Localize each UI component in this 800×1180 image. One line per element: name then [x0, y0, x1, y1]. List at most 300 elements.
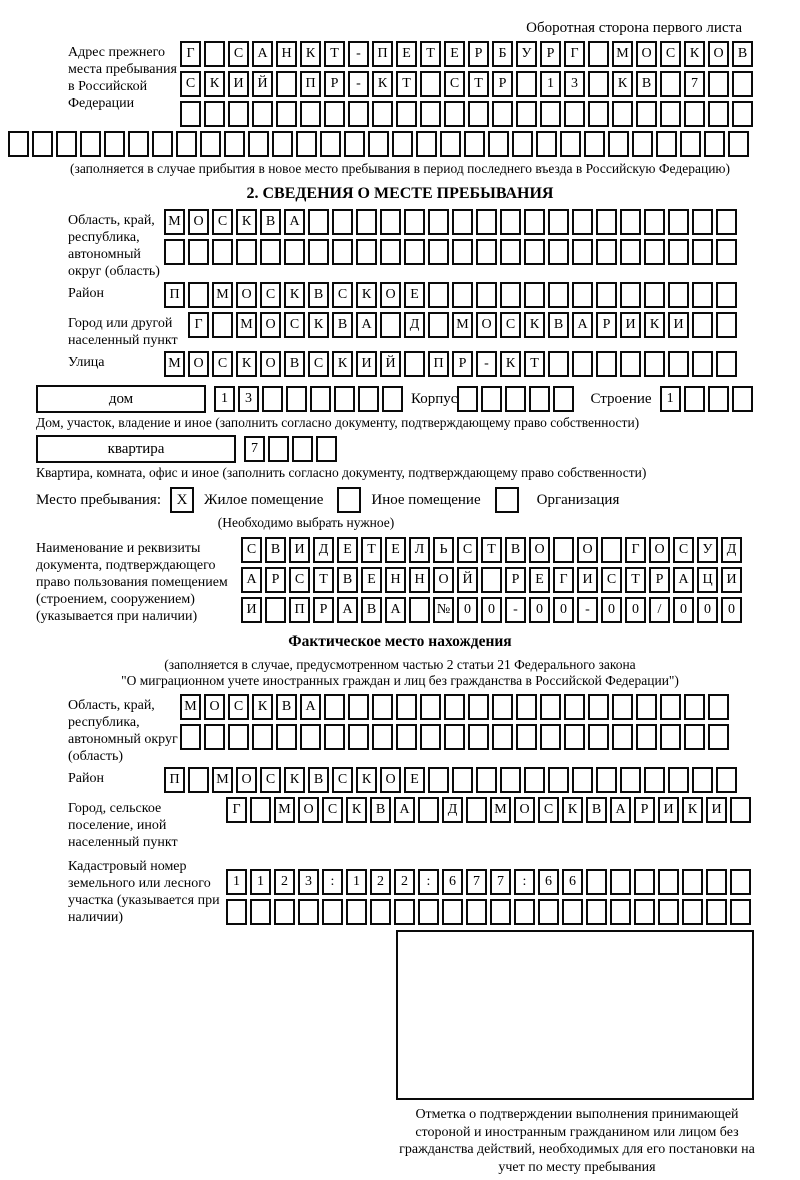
char-cell[interactable]: Т	[625, 567, 646, 593]
char-cell[interactable]	[228, 101, 249, 127]
char-cell[interactable]: 0	[457, 597, 478, 623]
char-cell[interactable]: О	[236, 767, 257, 793]
char-cell[interactable]	[632, 131, 653, 157]
char-cell[interactable]: 1	[250, 869, 271, 895]
char-cell[interactable]	[644, 239, 665, 265]
char-cell[interactable]: 0	[481, 597, 502, 623]
char-cell[interactable]	[682, 899, 703, 925]
char-cell[interactable]: 7	[244, 436, 265, 462]
char-cell[interactable]	[356, 209, 377, 235]
char-cell[interactable]	[540, 724, 561, 750]
char-cell[interactable]	[492, 694, 513, 720]
char-cell[interactable]	[252, 724, 273, 750]
char-cell[interactable]	[468, 694, 489, 720]
char-cell[interactable]: -	[476, 351, 497, 377]
char-cell[interactable]	[564, 694, 585, 720]
char-cell[interactable]	[732, 101, 753, 127]
char-cell[interactable]	[586, 869, 607, 895]
char-cell[interactable]	[572, 351, 593, 377]
char-cell[interactable]: С	[260, 767, 281, 793]
char-cell[interactable]: П	[289, 597, 310, 623]
char-cell[interactable]	[468, 724, 489, 750]
char-cell[interactable]	[265, 597, 286, 623]
char-cell[interactable]	[620, 209, 641, 235]
char-cell[interactable]: -	[348, 41, 369, 67]
checkbox-residential-premises[interactable]: X	[170, 487, 194, 513]
char-cell[interactable]: У	[697, 537, 718, 563]
char-cell[interactable]: 3	[238, 386, 259, 412]
char-cell[interactable]: К	[524, 312, 545, 338]
char-cell[interactable]	[588, 41, 609, 67]
char-cell[interactable]: 0	[625, 597, 646, 623]
char-cell[interactable]: М	[274, 797, 295, 823]
char-cell[interactable]	[730, 899, 751, 925]
char-cell[interactable]: В	[265, 537, 286, 563]
char-cell[interactable]: С	[457, 537, 478, 563]
char-cell[interactable]	[540, 101, 561, 127]
char-cell[interactable]	[584, 131, 605, 157]
char-cell[interactable]	[180, 724, 201, 750]
char-cell[interactable]: К	[300, 41, 321, 67]
char-cell[interactable]: К	[252, 694, 273, 720]
char-cell[interactable]: О	[188, 351, 209, 377]
char-cell[interactable]	[540, 694, 561, 720]
char-cell[interactable]	[292, 436, 313, 462]
char-cell[interactable]	[310, 386, 331, 412]
char-cell[interactable]	[656, 131, 677, 157]
char-cell[interactable]	[706, 899, 727, 925]
char-cell[interactable]: А	[394, 797, 415, 823]
char-cell[interactable]: Д	[313, 537, 334, 563]
char-cell[interactable]	[524, 209, 545, 235]
char-cell[interactable]	[636, 724, 657, 750]
char-cell[interactable]	[348, 724, 369, 750]
char-cell[interactable]	[660, 71, 681, 97]
char-cell[interactable]	[276, 71, 297, 97]
char-cell[interactable]	[500, 282, 521, 308]
char-cell[interactable]: 6	[538, 869, 559, 895]
char-cell[interactable]: 0	[697, 597, 718, 623]
char-cell[interactable]	[212, 312, 233, 338]
char-cell[interactable]	[466, 797, 487, 823]
char-cell[interactable]	[300, 101, 321, 127]
char-cell[interactable]: Т	[396, 71, 417, 97]
char-cell[interactable]: 0	[673, 597, 694, 623]
char-cell[interactable]	[320, 131, 341, 157]
char-cell[interactable]: К	[500, 351, 521, 377]
char-cell[interactable]: О	[476, 312, 497, 338]
char-cell[interactable]	[468, 101, 489, 127]
char-cell[interactable]: О	[204, 694, 225, 720]
char-cell[interactable]: Т	[324, 41, 345, 67]
char-cell[interactable]	[418, 899, 439, 925]
char-cell[interactable]	[684, 694, 705, 720]
char-cell[interactable]	[644, 351, 665, 377]
char-cell[interactable]	[660, 101, 681, 127]
char-cell[interactable]	[680, 131, 701, 157]
char-cell[interactable]: Л	[409, 537, 430, 563]
char-cell[interactable]	[596, 351, 617, 377]
char-cell[interactable]: :	[322, 869, 343, 895]
char-cell[interactable]	[420, 694, 441, 720]
char-cell[interactable]	[262, 386, 283, 412]
char-cell[interactable]: Г	[625, 537, 646, 563]
char-cell[interactable]	[274, 899, 295, 925]
char-cell[interactable]	[564, 101, 585, 127]
char-cell[interactable]	[404, 239, 425, 265]
char-cell[interactable]	[188, 239, 209, 265]
char-cell[interactable]	[732, 71, 753, 97]
char-cell[interactable]	[346, 899, 367, 925]
char-cell[interactable]	[252, 101, 273, 127]
char-cell[interactable]: В	[586, 797, 607, 823]
char-cell[interactable]: С	[284, 312, 305, 338]
char-cell[interactable]: Р	[505, 567, 526, 593]
char-cell[interactable]	[612, 694, 633, 720]
char-cell[interactable]: К	[284, 767, 305, 793]
char-cell[interactable]: Р	[468, 41, 489, 67]
char-cell[interactable]	[500, 209, 521, 235]
char-cell[interactable]	[466, 899, 487, 925]
char-cell[interactable]: Ь	[433, 537, 454, 563]
char-cell[interactable]	[516, 694, 537, 720]
char-cell[interactable]	[404, 209, 425, 235]
char-cell[interactable]: О	[708, 41, 729, 67]
char-cell[interactable]: А	[385, 597, 406, 623]
char-cell[interactable]: О	[649, 537, 670, 563]
char-cell[interactable]: М	[490, 797, 511, 823]
char-cell[interactable]	[660, 724, 681, 750]
char-cell[interactable]: 1	[540, 71, 561, 97]
char-cell[interactable]: Г	[188, 312, 209, 338]
char-cell[interactable]	[564, 724, 585, 750]
char-cell[interactable]	[188, 282, 209, 308]
char-cell[interactable]: :	[418, 869, 439, 895]
char-cell[interactable]	[634, 899, 655, 925]
char-cell[interactable]	[505, 386, 526, 412]
char-cell[interactable]: Т	[420, 41, 441, 67]
char-cell[interactable]: С	[260, 282, 281, 308]
char-cell[interactable]: М	[236, 312, 257, 338]
char-cell[interactable]: К	[332, 351, 353, 377]
char-cell[interactable]	[296, 131, 317, 157]
char-cell[interactable]	[428, 282, 449, 308]
char-cell[interactable]	[644, 767, 665, 793]
char-cell[interactable]	[372, 694, 393, 720]
char-cell[interactable]	[457, 386, 478, 412]
char-cell[interactable]: С	[212, 351, 233, 377]
char-cell[interactable]: А	[673, 567, 694, 593]
char-cell[interactable]: Т	[481, 537, 502, 563]
char-cell[interactable]: А	[284, 209, 305, 235]
char-cell[interactable]	[512, 131, 533, 157]
char-cell[interactable]: В	[260, 209, 281, 235]
char-cell[interactable]	[356, 239, 377, 265]
char-cell[interactable]	[32, 131, 53, 157]
char-cell[interactable]	[500, 767, 521, 793]
char-cell[interactable]	[692, 351, 713, 377]
char-cell[interactable]: №	[433, 597, 454, 623]
char-cell[interactable]: /	[649, 597, 670, 623]
char-cell[interactable]: 0	[529, 597, 550, 623]
char-cell[interactable]: К	[356, 282, 377, 308]
char-cell[interactable]: Д	[721, 537, 742, 563]
char-cell[interactable]: В	[332, 312, 353, 338]
char-cell[interactable]	[324, 101, 345, 127]
char-cell[interactable]	[372, 101, 393, 127]
char-cell[interactable]: Е	[444, 41, 465, 67]
char-cell[interactable]	[572, 282, 593, 308]
char-cell[interactable]	[716, 351, 737, 377]
char-cell[interactable]	[620, 282, 641, 308]
char-cell[interactable]	[596, 239, 617, 265]
char-cell[interactable]	[452, 282, 473, 308]
char-cell[interactable]: И	[577, 567, 598, 593]
char-cell[interactable]	[176, 131, 197, 157]
char-cell[interactable]	[444, 101, 465, 127]
char-cell[interactable]	[444, 694, 465, 720]
char-cell[interactable]: Т	[468, 71, 489, 97]
char-cell[interactable]: Е	[385, 537, 406, 563]
char-cell[interactable]	[708, 386, 729, 412]
char-cell[interactable]	[428, 312, 449, 338]
char-cell[interactable]: Д	[404, 312, 425, 338]
char-cell[interactable]	[8, 131, 29, 157]
char-cell[interactable]	[716, 767, 737, 793]
char-cell[interactable]	[332, 209, 353, 235]
char-cell[interactable]	[524, 282, 545, 308]
char-cell[interactable]	[276, 101, 297, 127]
char-cell[interactable]: 1	[226, 869, 247, 895]
char-cell[interactable]: В	[361, 597, 382, 623]
char-cell[interactable]: О	[514, 797, 535, 823]
char-cell[interactable]: М	[180, 694, 201, 720]
char-cell[interactable]: 6	[442, 869, 463, 895]
char-cell[interactable]: А	[300, 694, 321, 720]
char-cell[interactable]: О	[188, 209, 209, 235]
char-cell[interactable]	[553, 386, 574, 412]
char-cell[interactable]	[394, 899, 415, 925]
char-cell[interactable]: А	[337, 597, 358, 623]
char-cell[interactable]	[636, 101, 657, 127]
char-cell[interactable]: С	[289, 567, 310, 593]
char-cell[interactable]: В	[636, 71, 657, 97]
char-cell[interactable]	[80, 131, 101, 157]
char-cell[interactable]: Й	[252, 71, 273, 97]
char-cell[interactable]	[704, 131, 725, 157]
char-cell[interactable]: К	[612, 71, 633, 97]
char-cell[interactable]	[428, 767, 449, 793]
char-cell[interactable]: К	[284, 282, 305, 308]
char-cell[interactable]	[692, 239, 713, 265]
char-cell[interactable]: Р	[313, 597, 334, 623]
char-cell[interactable]: П	[428, 351, 449, 377]
char-cell[interactable]: М	[212, 767, 233, 793]
char-cell[interactable]: В	[276, 694, 297, 720]
char-cell[interactable]	[268, 436, 289, 462]
char-cell[interactable]: В	[308, 282, 329, 308]
char-cell[interactable]	[476, 239, 497, 265]
char-cell[interactable]	[298, 899, 319, 925]
char-cell[interactable]	[658, 869, 679, 895]
char-cell[interactable]: О	[636, 41, 657, 67]
char-cell[interactable]	[300, 724, 321, 750]
char-cell[interactable]	[644, 282, 665, 308]
char-cell[interactable]	[428, 239, 449, 265]
char-cell[interactable]: Р	[452, 351, 473, 377]
char-cell[interactable]	[476, 209, 497, 235]
char-cell[interactable]: У	[516, 41, 537, 67]
char-cell[interactable]	[730, 869, 751, 895]
char-cell[interactable]: К	[204, 71, 225, 97]
char-cell[interactable]	[529, 386, 550, 412]
char-cell[interactable]	[204, 41, 225, 67]
char-cell[interactable]: И	[620, 312, 641, 338]
char-cell[interactable]: К	[684, 41, 705, 67]
char-cell[interactable]: К	[356, 767, 377, 793]
char-cell[interactable]	[56, 131, 77, 157]
char-cell[interactable]	[708, 71, 729, 97]
char-cell[interactable]	[272, 131, 293, 157]
char-cell[interactable]: Й	[457, 567, 478, 593]
char-cell[interactable]: В	[284, 351, 305, 377]
char-cell[interactable]	[620, 767, 641, 793]
char-cell[interactable]	[416, 131, 437, 157]
char-cell[interactable]: Е	[529, 567, 550, 593]
char-cell[interactable]	[420, 71, 441, 97]
char-cell[interactable]	[476, 282, 497, 308]
char-cell[interactable]	[452, 767, 473, 793]
char-cell[interactable]	[608, 131, 629, 157]
char-cell[interactable]	[728, 131, 749, 157]
char-cell[interactable]	[276, 724, 297, 750]
char-cell[interactable]	[452, 239, 473, 265]
char-cell[interactable]	[548, 209, 569, 235]
char-cell[interactable]	[418, 797, 439, 823]
char-cell[interactable]	[516, 71, 537, 97]
char-cell[interactable]	[420, 724, 441, 750]
char-cell[interactable]: С	[332, 282, 353, 308]
char-cell[interactable]: Е	[404, 282, 425, 308]
char-cell[interactable]	[250, 797, 271, 823]
char-cell[interactable]: С	[228, 694, 249, 720]
char-cell[interactable]: М	[452, 312, 473, 338]
char-cell[interactable]: С	[308, 351, 329, 377]
char-cell[interactable]: С	[601, 567, 622, 593]
char-cell[interactable]: В	[308, 767, 329, 793]
char-cell[interactable]: 7	[466, 869, 487, 895]
char-cell[interactable]	[586, 899, 607, 925]
char-cell[interactable]	[284, 239, 305, 265]
char-cell[interactable]	[396, 101, 417, 127]
char-cell[interactable]	[708, 724, 729, 750]
char-cell[interactable]	[716, 282, 737, 308]
char-cell[interactable]: С	[444, 71, 465, 97]
char-cell[interactable]	[188, 767, 209, 793]
char-cell[interactable]	[308, 209, 329, 235]
char-cell[interactable]	[596, 767, 617, 793]
char-cell[interactable]: К	[682, 797, 703, 823]
char-cell[interactable]: -	[577, 597, 598, 623]
char-cell[interactable]: И	[241, 597, 262, 623]
char-cell[interactable]	[372, 724, 393, 750]
char-cell[interactable]	[620, 239, 641, 265]
char-cell[interactable]: 1	[346, 869, 367, 895]
char-cell[interactable]: М	[212, 282, 233, 308]
char-cell[interactable]: С	[322, 797, 343, 823]
char-cell[interactable]: 2	[370, 869, 391, 895]
char-cell[interactable]: М	[612, 41, 633, 67]
char-cell[interactable]	[548, 282, 569, 308]
char-cell[interactable]	[380, 312, 401, 338]
char-cell[interactable]: О	[260, 312, 281, 338]
char-cell[interactable]: Е	[337, 537, 358, 563]
char-cell[interactable]	[152, 131, 173, 157]
char-cell[interactable]: К	[346, 797, 367, 823]
char-cell[interactable]: П	[164, 767, 185, 793]
char-cell[interactable]	[212, 239, 233, 265]
char-cell[interactable]	[481, 567, 502, 593]
char-cell[interactable]: О	[260, 351, 281, 377]
char-cell[interactable]	[548, 767, 569, 793]
char-cell[interactable]	[286, 386, 307, 412]
char-cell[interactable]	[164, 239, 185, 265]
checkbox-other-premises[interactable]	[337, 487, 361, 513]
char-cell[interactable]: Е	[404, 767, 425, 793]
char-cell[interactable]: 6	[562, 869, 583, 895]
char-cell[interactable]	[334, 386, 355, 412]
char-cell[interactable]	[610, 869, 631, 895]
char-cell[interactable]: Г	[564, 41, 585, 67]
char-cell[interactable]: Е	[361, 567, 382, 593]
char-cell[interactable]	[588, 694, 609, 720]
char-cell[interactable]	[260, 239, 281, 265]
char-cell[interactable]	[668, 767, 689, 793]
char-cell[interactable]	[716, 312, 737, 338]
char-cell[interactable]: Р	[540, 41, 561, 67]
char-cell[interactable]: 0	[601, 597, 622, 623]
char-cell[interactable]	[588, 724, 609, 750]
char-cell[interactable]: В	[370, 797, 391, 823]
char-cell[interactable]	[668, 282, 689, 308]
char-cell[interactable]: Д	[442, 797, 463, 823]
char-cell[interactable]	[500, 239, 521, 265]
char-cell[interactable]: В	[337, 567, 358, 593]
char-cell[interactable]	[644, 209, 665, 235]
char-cell[interactable]	[716, 239, 737, 265]
char-cell[interactable]: 7	[684, 71, 705, 97]
char-cell[interactable]: 2	[394, 869, 415, 895]
char-cell[interactable]: 0	[721, 597, 742, 623]
char-cell[interactable]	[428, 209, 449, 235]
char-cell[interactable]	[382, 386, 403, 412]
char-cell[interactable]: О	[380, 767, 401, 793]
char-cell[interactable]: Р	[265, 567, 286, 593]
char-cell[interactable]	[104, 131, 125, 157]
char-cell[interactable]: П	[300, 71, 321, 97]
char-cell[interactable]: А	[572, 312, 593, 338]
char-cell[interactable]: А	[610, 797, 631, 823]
char-cell[interactable]	[442, 899, 463, 925]
char-cell[interactable]: 3	[298, 869, 319, 895]
char-cell[interactable]	[560, 131, 581, 157]
char-cell[interactable]	[684, 724, 705, 750]
char-cell[interactable]: С	[180, 71, 201, 97]
char-cell[interactable]	[204, 724, 225, 750]
char-cell[interactable]: Г	[553, 567, 574, 593]
char-cell[interactable]	[706, 869, 727, 895]
char-cell[interactable]	[409, 597, 430, 623]
